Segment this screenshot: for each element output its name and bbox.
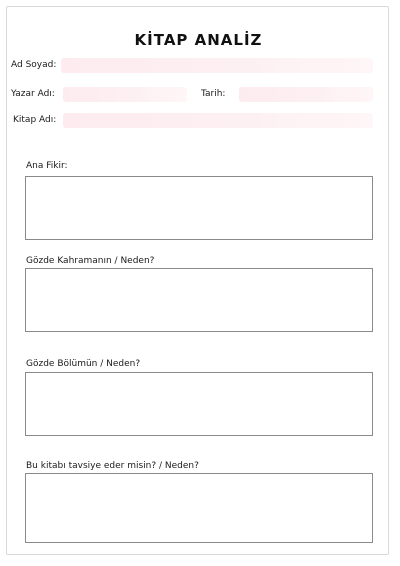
name-label: Ad Soyad: xyxy=(11,60,57,70)
favorite-character-box[interactable] xyxy=(25,268,373,332)
author-field[interactable] xyxy=(63,87,187,102)
favorite-section-box[interactable] xyxy=(25,372,373,436)
book-field[interactable] xyxy=(63,113,373,128)
recommend-label: Bu kitabı tavsiye eder misin? / Neden? xyxy=(26,461,199,471)
date-label: Tarih: xyxy=(201,89,226,99)
main-idea-label: Ana Fikir: xyxy=(26,161,68,171)
name-field[interactable] xyxy=(61,58,373,73)
author-label: Yazar Adı: xyxy=(11,89,55,99)
main-idea-box[interactable] xyxy=(25,176,373,240)
recommend-box[interactable] xyxy=(25,473,373,543)
date-field[interactable] xyxy=(239,87,373,102)
favorite-character-label: Gözde Kahramanın / Neden? xyxy=(26,256,155,266)
worksheet-page xyxy=(6,6,389,555)
book-label: Kitap Adı: xyxy=(13,115,57,125)
worksheet-title: KİTAP ANALİZ xyxy=(134,31,263,49)
favorite-section-label: Gözde Bölümün / Neden? xyxy=(26,359,141,369)
